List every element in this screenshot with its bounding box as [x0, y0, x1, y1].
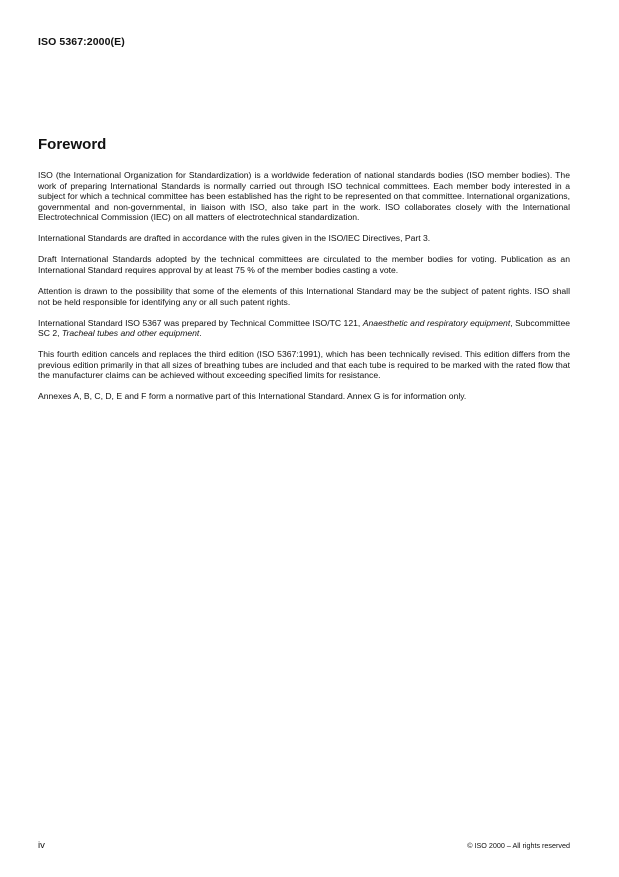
tc-text-b: , Subcommittee SC 2, [38, 317, 571, 339]
tc-text-a: International Standard ISO 5367 was prepared by Technical Committee ISO/TC 121, [38, 317, 363, 328]
tc-text-c: . [199, 328, 202, 339]
page-number: iv [38, 840, 45, 851]
paragraph-technical-committee [38, 318, 570, 339]
document-id-header: ISO 5367:2000(E) [38, 36, 125, 48]
tc-italic-committee: Anaesthetic and respiratory equipment [362, 317, 511, 328]
foreword-title: Foreword [38, 136, 107, 153]
paragraph-draft-voting: Draft International Standards adopted by the technical committees are circulated to the member bodies for voting. Publication as an International Standard requires approval by at least 75 % of the member bodies casting a vote. [38, 254, 570, 275]
paragraph-iso-intro: ISO (the International Organization for Standardization) is a worldwide federation of national standards bodies (ISO member bodies). The work of preparing International Standards is normally carried out through ISO technical committees. Each member body interested in a subject for which a technical committee has been established has the right to be represented on that committee. International organizations, governmental and non-governmental, in liaison with ISO, also take part in the work. ISO collaborates closely with the International Electrotechnical Commission (IEC) on all matters of electrotechnical standardization. [38, 170, 570, 223]
paragraph-edition-revision: This fourth edition cancels and replaces the third edition (ISO 5367:1991), which has been technically revised. This edition differs from the previous edition primarily in that all sizes of breathing tubes are included and that each tube is required to be marked with the rated flow that the manufacturer claims can be achieved without exceeding specified limits for resistance. [38, 349, 570, 381]
tc-italic-subcommittee: Tracheal tubes and other equipment [61, 328, 200, 339]
copyright-notice: © ISO 2000 – All rights reserved [467, 841, 570, 850]
paragraph-patent-rights: Attention is drawn to the possibility that some of the elements of this International Standard may be the subject of patent rights. ISO shall not be held responsible for identifying any or all such patent rights. [38, 285, 570, 307]
foreword-body [38, 170, 570, 412]
paragraph-directives: International Standards are drafted in accordance with the rules given in the ISO/IEC Directives, Part 3. [38, 233, 431, 244]
paragraph-annexes: Annexes A, B, C, D, E and F form a normative part of this International Standard. Annex G is for information only. [38, 391, 467, 402]
